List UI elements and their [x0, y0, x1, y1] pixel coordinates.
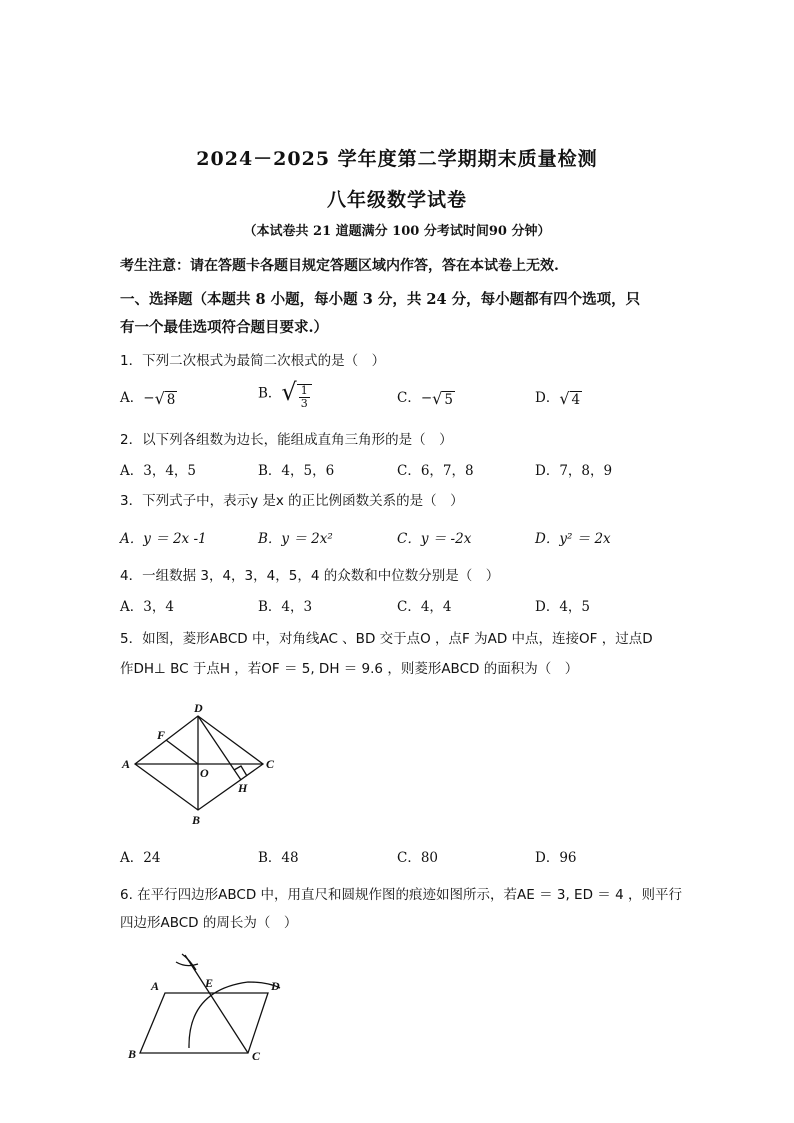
compass-arc-large	[189, 982, 280, 1048]
q4-option-b: B．4，3	[258, 599, 313, 615]
q3-option-b: B．y ＝ 2x²	[258, 531, 333, 547]
q3-option-d: D．y² ＝ 2x	[535, 531, 611, 547]
label-a: A	[122, 757, 131, 771]
compass-arc-small-1	[176, 962, 198, 966]
question-6-line1: 6. 在平行四边形ABCD 中，用直尺和圆规作图的痕迹如图所示，若AE ＝ 3, ED ＝ 4 ，则平行	[120, 887, 682, 903]
q1-option-c: C．−√ 5	[397, 389, 453, 408]
parallelogram-outline	[140, 993, 268, 1053]
q3-option-a: A．y ＝ 2x -1	[120, 531, 207, 547]
segment-dh	[198, 716, 241, 780]
question-3: 3．下列式子中，表示y 是x 的正比例函数关系的是（ ）	[120, 493, 464, 509]
q5-option-d: D．96	[535, 850, 577, 866]
label-a: A	[151, 979, 160, 993]
question-6-line2: 四边形ABCD 的周长为（ ）	[120, 915, 298, 931]
section-heading-line1: 一、选择题（本题共 8 小题，每小题 3 分，共 24 分，每小题都有四个选项，只	[120, 291, 641, 308]
q5-option-a: A．24	[120, 850, 161, 866]
label-o: O	[200, 766, 209, 780]
q4-option-c: C．4，4	[397, 599, 452, 615]
question-5-line2: 作DH⊥ BC 于点H ，若OF ＝ 5, DH ＝ 9.6 ，则菱形ABCD 的面积为（ ）	[120, 661, 579, 677]
exam-info: （本试卷共 21 道题满分 100 分考试时间90 分钟）	[243, 224, 551, 239]
q4-option-d: D．4，5	[535, 599, 591, 615]
label-d: D	[194, 701, 203, 715]
question-2: 2．以下列各组数为边长，能组成直角三角形的是（ ）	[120, 432, 453, 448]
q1-option-b: B．√ $\frac{1}{3}$	[258, 378, 312, 410]
q2-option-b: B．4，5，6	[258, 463, 335, 479]
question-1: 1．下列二次根式为最简二次根式的是（ ）	[120, 353, 386, 369]
segment-of	[166, 740, 198, 764]
label-h: H	[238, 781, 248, 795]
right-angle-mark	[234, 766, 247, 776]
section-heading-line2: 有一个最佳选项符合题目要求.）	[120, 319, 329, 336]
question-4: 4．一组数据 3，4，3，4，5，4 的众数和中位数分别是（ ）	[120, 568, 500, 584]
label-d: D	[271, 979, 280, 993]
exam-notice: 考生注意：请在答题卡各题目规定答题区域内作答，答在本试卷上无效.	[120, 258, 559, 274]
q2-option-d: D．7，8，9	[535, 463, 613, 479]
q5-option-b: B．48	[258, 850, 299, 866]
q4-option-a: A．3，4	[120, 599, 174, 615]
q2-option-a: A．3，4，5	[120, 463, 197, 479]
q1-option-d: D．√ 4	[535, 389, 581, 408]
label-e: E	[205, 976, 214, 990]
label-c: C	[252, 1049, 261, 1063]
label-b: B	[128, 1047, 137, 1061]
question-5-line1: 5．如图，菱形ABCD 中，对角线AC 、BD 交于点O ，点F 为AD 中点，连接OF ，过点D	[120, 631, 653, 647]
q2-option-c: C．6，7，8	[397, 463, 474, 479]
exam-subtitle: 八年级数学试卷	[326, 189, 467, 211]
label-c: C	[266, 757, 275, 771]
label-b: B	[192, 813, 201, 827]
q3-option-c: C．y ＝ -2x	[397, 531, 472, 547]
bisector-ce	[185, 955, 248, 1053]
q1-option-a: A．−√ 8	[120, 389, 176, 408]
q5-option-c: C．80	[397, 850, 439, 866]
compass-arc-small-2	[182, 954, 196, 970]
exam-title: 2024－2025 学年度第二学期期末质量检测	[196, 148, 598, 170]
rhombus-outline	[135, 716, 263, 810]
label-f: F	[157, 728, 166, 742]
